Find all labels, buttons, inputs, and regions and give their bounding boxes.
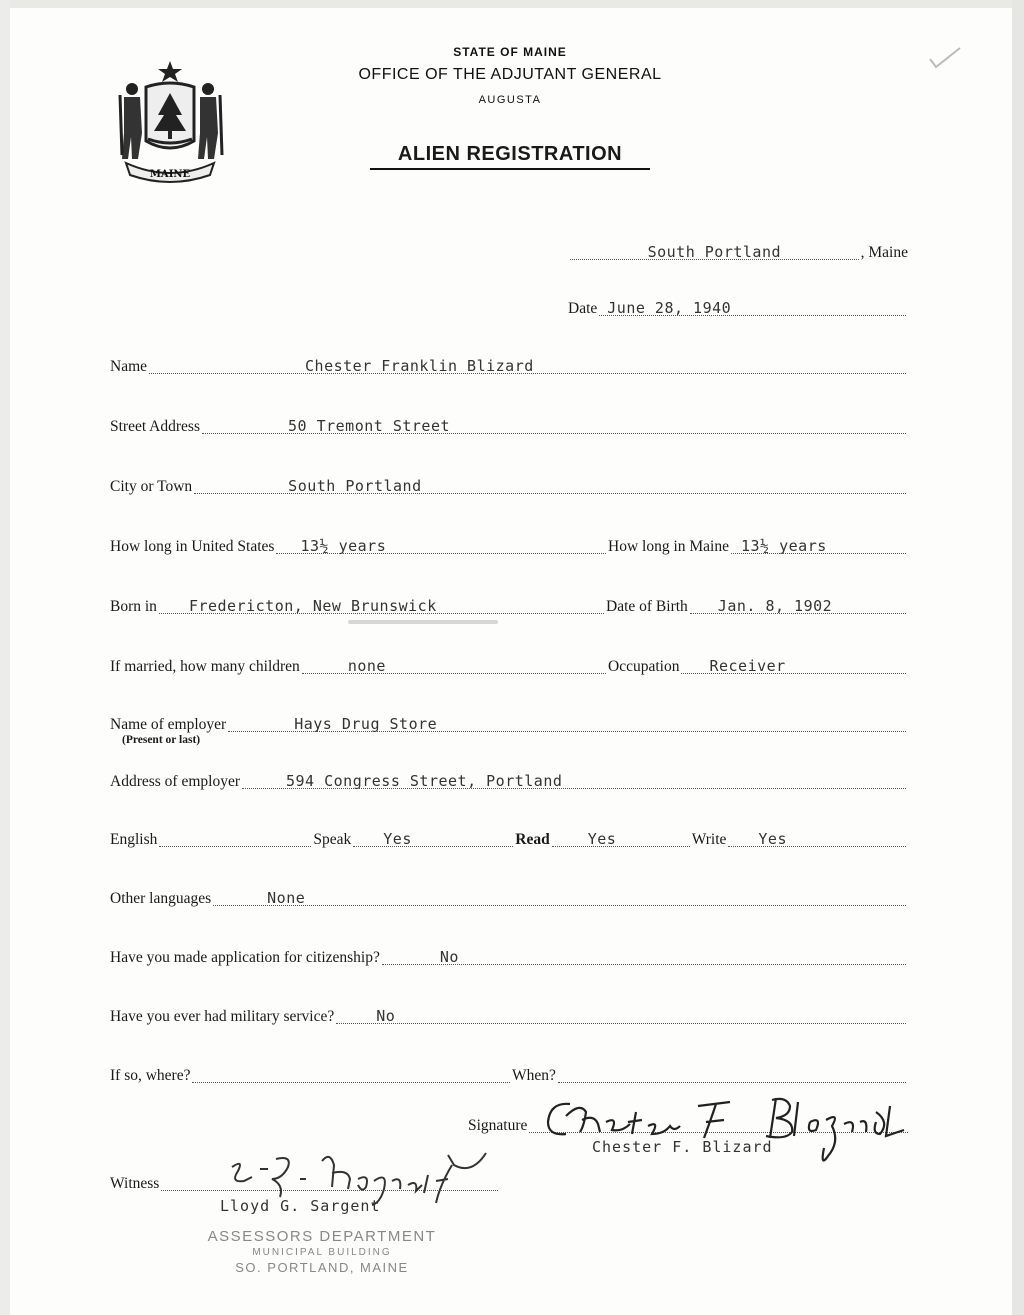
witness-label: Witness bbox=[110, 1175, 160, 1192]
office-heading: OFFICE OF THE ADJUTANT GENERAL bbox=[358, 66, 662, 83]
where-field bbox=[110, 1067, 512, 1087]
employer-address-field bbox=[110, 773, 908, 793]
born-in-value[interactable]: Fredericton, New Brunswick bbox=[188, 597, 437, 615]
military-label: Have you ever had military service? bbox=[110, 1008, 335, 1025]
born-in-field bbox=[110, 598, 606, 618]
ink-smudge bbox=[348, 620, 498, 624]
citizenship-field bbox=[110, 949, 908, 969]
other-languages-field bbox=[110, 890, 908, 910]
maine-state-seal bbox=[112, 55, 228, 185]
street-field bbox=[110, 418, 908, 438]
employer-value[interactable]: Hays Drug Store bbox=[294, 715, 438, 733]
us-time-field bbox=[110, 538, 608, 558]
svg-text:MAINE: MAINE bbox=[149, 169, 191, 180]
citizenship-value[interactable]: No bbox=[439, 948, 459, 966]
occupation-field bbox=[608, 658, 908, 678]
name-field bbox=[110, 358, 908, 378]
stamp-line-2: MUNICIPAL BUILDING bbox=[252, 1247, 392, 1258]
children-field bbox=[110, 658, 608, 678]
employer-field bbox=[110, 716, 908, 736]
dob-field bbox=[606, 598, 908, 618]
signature-typed-name: Chester F. Blizard bbox=[592, 1138, 773, 1156]
speak-label: Speak bbox=[313, 831, 352, 848]
english-label: English bbox=[110, 831, 158, 848]
write-value[interactable]: Yes bbox=[758, 830, 787, 848]
city-label: City or Town bbox=[110, 478, 193, 495]
occupation-label: Occupation bbox=[608, 658, 680, 675]
where-label: If so, where? bbox=[110, 1067, 191, 1084]
citizenship-label: Have you made application for citizenship? bbox=[110, 949, 380, 966]
title-underline bbox=[370, 168, 650, 170]
date-label: Date bbox=[568, 300, 598, 317]
street-value[interactable]: 50 Tremont Street bbox=[287, 417, 451, 435]
children-label: If married, how many children bbox=[110, 658, 300, 675]
when-label: When? bbox=[512, 1067, 556, 1084]
stamp-line-3: SO. PORTLAND, MAINE bbox=[235, 1260, 409, 1275]
read-value[interactable]: Yes bbox=[587, 830, 617, 848]
date-value[interactable]: June 28, 1940 bbox=[607, 299, 732, 317]
maine-time-label: How long in Maine bbox=[608, 538, 729, 555]
children-value[interactable]: none bbox=[347, 657, 386, 675]
read-label: Read bbox=[515, 831, 550, 848]
us-time-label: How long in United States bbox=[110, 538, 275, 555]
military-value[interactable]: No bbox=[376, 1007, 396, 1025]
city-heading: AUGUSTA bbox=[478, 94, 542, 106]
occupation-value[interactable]: Receiver bbox=[709, 657, 786, 675]
place-suffix: , Maine bbox=[860, 244, 908, 261]
english-field bbox=[110, 831, 908, 851]
employer-address-value[interactable]: 594 Congress Street, Portland bbox=[286, 772, 563, 790]
handwritten-signature-chester bbox=[540, 1082, 920, 1172]
employer-address-label: Address of employer bbox=[110, 773, 240, 790]
scan-edge-right bbox=[1012, 0, 1024, 1315]
scan-edge-left bbox=[0, 0, 10, 1315]
maine-time-field bbox=[608, 538, 908, 558]
write-label: Write bbox=[691, 831, 727, 848]
form-title: ALIEN REGISTRATION bbox=[397, 143, 623, 165]
military-field bbox=[110, 1008, 908, 1028]
signature-label: Signature bbox=[468, 1117, 528, 1134]
other-languages-value[interactable]: None bbox=[267, 889, 306, 907]
check-mark-icon bbox=[928, 45, 962, 71]
scan-edge-top bbox=[0, 0, 1024, 8]
maine-time-value[interactable]: 13½ years bbox=[740, 537, 827, 555]
speak-value[interactable]: Yes bbox=[383, 830, 412, 848]
witness-typed-name: Lloyd G. Sargent bbox=[220, 1197, 381, 1215]
city-field bbox=[110, 478, 908, 498]
born-in-label: Born in bbox=[110, 598, 157, 615]
employer-sublabel: (Present or last) bbox=[122, 734, 201, 746]
dob-label: Date of Birth bbox=[606, 598, 688, 615]
us-time-value[interactable]: 13½ years bbox=[300, 537, 387, 555]
city-value[interactable]: South Portland bbox=[288, 477, 422, 495]
stamp-line-1: ASSESSORS DEPARTMENT bbox=[207, 1228, 437, 1245]
assessors-stamp bbox=[192, 1228, 452, 1275]
other-languages-label: Other languages bbox=[110, 890, 212, 907]
street-label: Street Address bbox=[110, 418, 200, 435]
place-value[interactable]: South Portland bbox=[647, 243, 782, 261]
place-field bbox=[568, 244, 908, 264]
employer-label: Name of employer bbox=[110, 716, 227, 733]
state-heading: STATE OF MAINE bbox=[453, 45, 567, 59]
dob-value[interactable]: Jan. 8, 1902 bbox=[717, 597, 833, 615]
date-field bbox=[568, 300, 908, 320]
name-label: Name bbox=[110, 358, 148, 375]
name-value[interactable]: Chester Franklin Blizard bbox=[305, 357, 534, 375]
